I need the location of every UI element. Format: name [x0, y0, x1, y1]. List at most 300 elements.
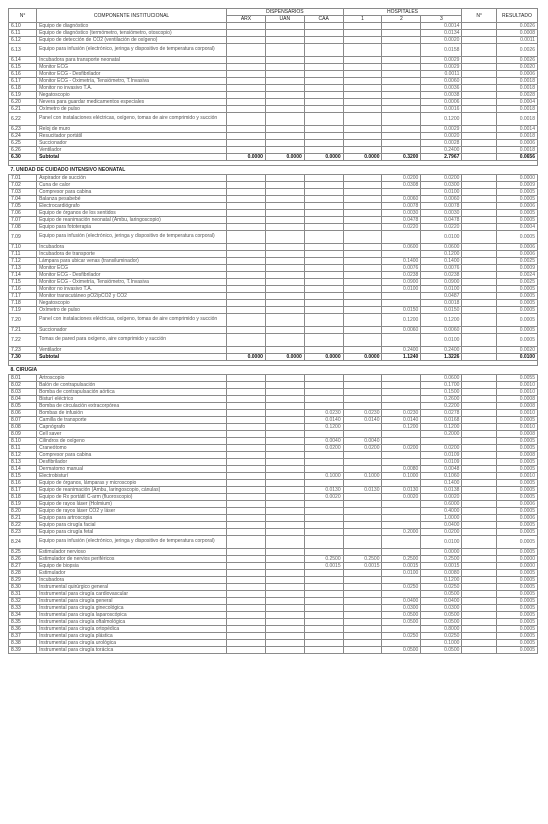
item-code: 8.23 [9, 529, 37, 536]
value-cell [462, 244, 497, 251]
item-description: Estimulador [37, 570, 227, 577]
item-code: 8.14 [9, 466, 37, 473]
value-cell [343, 92, 382, 99]
value-cell: 0.0100 [421, 231, 462, 244]
item-description: Monitor no invasivo T.A. [37, 286, 227, 293]
table-row [9, 549, 538, 556]
value-cell [343, 126, 382, 133]
value-cell [227, 633, 266, 640]
value-cell: 0.1000 [343, 473, 382, 480]
value-cell [304, 293, 343, 300]
value-cell [343, 619, 382, 626]
value-cell: 0.0000 [304, 154, 343, 161]
table-row [9, 417, 538, 424]
value-cell [462, 334, 497, 347]
item-description: Oxímetro de pulso [37, 307, 227, 314]
item-code: 7.20 [9, 314, 37, 327]
value-cell: 0.1000 [421, 640, 462, 647]
value-cell [227, 452, 266, 459]
value-cell: 0.2000 [421, 431, 462, 438]
result-cell: 0.0008 [496, 403, 537, 410]
value-cell [227, 647, 266, 654]
table-row [9, 175, 538, 182]
item-description: Equipo para infusión (electrónico, jeringa y dispositivo de temperatura corporal) [37, 231, 227, 244]
value-cell [462, 64, 497, 71]
item-description: Equipo de reanimación (Ambu, laringoscopio, cánulas) [37, 487, 227, 494]
value-cell [304, 459, 343, 466]
value-cell: 0.1200 [421, 251, 462, 258]
value-cell [304, 113, 343, 126]
result-cell: 0.0005 [496, 417, 537, 424]
value-cell [304, 396, 343, 403]
table-row [9, 584, 538, 591]
value-cell [304, 106, 343, 113]
value-cell: 0.1000 [382, 473, 421, 480]
value-cell: 0.1200 [421, 424, 462, 431]
value-cell [265, 327, 304, 334]
table-row [9, 133, 538, 140]
value-cell [304, 515, 343, 522]
item-description: Incubadora de transporte [37, 251, 227, 258]
value-cell [382, 501, 421, 508]
value-cell [227, 314, 266, 327]
item-description: Equipo para cirugía fetal [37, 529, 227, 536]
value-cell [227, 57, 266, 64]
result-cell: 0.0005 [496, 300, 537, 307]
value-cell [265, 508, 304, 515]
result-cell: 0.0010 [496, 473, 537, 480]
value-cell [462, 508, 497, 515]
value-cell: 0.2400 [421, 147, 462, 154]
value-cell [265, 410, 304, 417]
item-description: Equipo para infusión (electrónico, jeringa y dispositivo de temperatura corporal) [37, 44, 227, 57]
value-cell [343, 403, 382, 410]
item-code: 7.01 [9, 175, 37, 182]
result-cell: 0.0055 [496, 375, 537, 382]
value-cell: 0.0130 [382, 487, 421, 494]
result-cell: 0.0006 [496, 515, 537, 522]
item-code: 8.05 [9, 403, 37, 410]
table-row [9, 347, 538, 354]
value-cell: 0.0109 [421, 459, 462, 466]
value-cell [265, 501, 304, 508]
value-cell [265, 473, 304, 480]
value-cell [227, 244, 266, 251]
value-cell [227, 258, 266, 265]
table-row [9, 92, 538, 99]
value-cell [304, 375, 343, 382]
value-cell [462, 536, 497, 549]
item-description: Equipo de biopsia [37, 563, 227, 570]
result-cell: 0.0005 [496, 466, 537, 473]
value-cell [265, 633, 304, 640]
result-cell: 0.0005 [496, 480, 537, 487]
value-cell [265, 445, 304, 452]
item-description: Resucitador portátil [37, 133, 227, 140]
value-cell: 0.2500 [421, 556, 462, 563]
value-cell: 0.0500 [421, 619, 462, 626]
value-cell: 0.0020 [382, 494, 421, 501]
value-cell [304, 133, 343, 140]
value-cell: 0.0015 [304, 563, 343, 570]
value-cell [265, 279, 304, 286]
value-cell [265, 286, 304, 293]
item-code: 7.06 [9, 210, 37, 217]
table-row [9, 480, 538, 487]
table-row [9, 30, 538, 37]
value-cell [382, 375, 421, 382]
item-code: 8.16 [9, 480, 37, 487]
value-cell [265, 403, 304, 410]
value-cell [227, 265, 266, 272]
value-cell [265, 314, 304, 327]
value-cell [462, 217, 497, 224]
item-description: Bomba de contrapulsación aórtica [37, 389, 227, 396]
table-row [9, 23, 538, 30]
value-cell: 0.0487 [421, 293, 462, 300]
value-cell [462, 23, 497, 30]
value-cell [462, 605, 497, 612]
item-code: 7.10 [9, 244, 37, 251]
result-cell: 0.0005 [496, 647, 537, 654]
value-cell [462, 154, 497, 161]
value-cell [462, 563, 497, 570]
value-cell [304, 619, 343, 626]
table-row [9, 403, 538, 410]
value-cell [265, 640, 304, 647]
result-cell: 0.0005 [496, 487, 537, 494]
value-cell: 0.0016 [421, 106, 462, 113]
item-description: Artroscopio [37, 375, 227, 382]
table-row [9, 314, 538, 327]
value-cell: 0.1700 [421, 382, 462, 389]
item-code: 7.11 [9, 251, 37, 258]
value-cell: 0.1200 [304, 424, 343, 431]
item-description: Instrumental para cirugía torácica [37, 647, 227, 654]
item-code: 6.20 [9, 99, 37, 106]
item-description: Equipo de rayos láser (Holmium) [37, 501, 227, 508]
table-row [9, 522, 538, 529]
value-cell [462, 314, 497, 327]
item-description: Succionador [37, 140, 227, 147]
table-row [9, 375, 538, 382]
table-body [9, 23, 538, 654]
result-cell: 0.0018 [496, 78, 537, 85]
value-cell [462, 473, 497, 480]
value-cell [462, 57, 497, 64]
table-row [9, 577, 538, 584]
value-cell [343, 106, 382, 113]
result-cell: 0.0008 [496, 452, 537, 459]
value-cell [265, 182, 304, 189]
item-code: 6.17 [9, 78, 37, 85]
value-cell [343, 175, 382, 182]
value-cell [462, 300, 497, 307]
result-cell: 0.0005 [496, 612, 537, 619]
table-row [9, 466, 538, 473]
item-code: 6.25 [9, 140, 37, 147]
header-row-1 [9, 9, 538, 16]
value-cell [343, 64, 382, 71]
table-row [9, 570, 538, 577]
value-cell [227, 480, 266, 487]
item-description: Desfibrilador [37, 459, 227, 466]
value-cell [265, 584, 304, 591]
table-row [9, 113, 538, 126]
table-row [9, 501, 538, 508]
value-cell [227, 473, 266, 480]
value-cell [343, 529, 382, 536]
table-row [9, 57, 538, 64]
item-description: Equipo de diagnóstico [37, 23, 227, 30]
value-cell: 0.0020 [421, 133, 462, 140]
table-row [9, 37, 538, 44]
value-cell [462, 459, 497, 466]
table-row [9, 605, 538, 612]
result-cell: 0.0010 [496, 410, 537, 417]
value-cell: 0.0400 [382, 598, 421, 605]
value-cell [304, 71, 343, 78]
value-cell [227, 570, 266, 577]
result-cell: 0.0020 [496, 347, 537, 354]
col-uan-header: UAN [265, 16, 304, 23]
item-code: 7.15 [9, 279, 37, 286]
value-cell [462, 619, 497, 626]
value-cell [227, 293, 266, 300]
item-description: Aspirador de succión [37, 175, 227, 182]
value-cell: 0.0000 [343, 354, 382, 361]
value-cell [265, 424, 304, 431]
value-cell [382, 536, 421, 549]
value-cell [343, 85, 382, 92]
value-cell [304, 536, 343, 549]
item-description: Balón de contrapulsación [37, 382, 227, 389]
result-cell: 0.0008 [496, 396, 537, 403]
item-description: Camilla de transporte [37, 417, 227, 424]
result-cell: 0.0005 [496, 314, 537, 327]
value-cell [227, 231, 266, 244]
value-cell [265, 452, 304, 459]
value-cell [343, 382, 382, 389]
result-cell: 0.0006 [496, 251, 537, 258]
value-cell [343, 480, 382, 487]
value-cell [304, 522, 343, 529]
value-cell [227, 106, 266, 113]
value-cell [265, 140, 304, 147]
value-cell [462, 203, 497, 210]
item-description: Compresor para cabina [37, 189, 227, 196]
value-cell: 0.0140 [343, 417, 382, 424]
result-cell: 0.0005 [496, 570, 537, 577]
value-cell: 0.0040 [343, 438, 382, 445]
value-cell [382, 480, 421, 487]
value-cell: 0.0078 [421, 203, 462, 210]
value-cell: 0.0200 [382, 445, 421, 452]
value-cell [462, 347, 497, 354]
value-cell [227, 487, 266, 494]
value-cell [227, 382, 266, 389]
item-code: 8.12 [9, 452, 37, 459]
value-cell [265, 612, 304, 619]
value-cell: 0.2500 [343, 556, 382, 563]
value-cell [304, 258, 343, 265]
result-cell: 0.0005 [496, 445, 537, 452]
value-cell [227, 327, 266, 334]
value-cell: 0.0080 [382, 466, 421, 473]
table-row [9, 459, 538, 466]
col-hospitales-header: HOSPITALES [343, 9, 462, 16]
value-cell: 0.2400 [382, 347, 421, 354]
value-cell: 0.0000 [227, 154, 266, 161]
result-cell: 0.0005 [496, 522, 537, 529]
result-cell: 0.0006 [496, 71, 537, 78]
item-code: 6.16 [9, 71, 37, 78]
value-cell [227, 224, 266, 231]
value-cell [265, 251, 304, 258]
value-cell: 0.1200 [421, 113, 462, 126]
item-code: 8.32 [9, 598, 37, 605]
value-cell [382, 30, 421, 37]
value-cell [462, 175, 497, 182]
value-cell [304, 452, 343, 459]
value-cell [304, 272, 343, 279]
item-description: Nevera para guardar medicamentos especiales [37, 99, 227, 106]
value-cell [382, 293, 421, 300]
value-cell [343, 577, 382, 584]
value-cell [343, 300, 382, 307]
result-cell: 0.0018 [496, 113, 537, 126]
table-row [9, 85, 538, 92]
item-description: Equipo de órganos de los sentidos [37, 210, 227, 217]
value-cell: 0.0238 [421, 272, 462, 279]
value-cell [462, 272, 497, 279]
value-cell [343, 133, 382, 140]
item-code: 8.33 [9, 605, 37, 612]
table-row [9, 203, 538, 210]
result-cell: 0.0005 [496, 307, 537, 314]
value-cell [304, 307, 343, 314]
value-cell [462, 265, 497, 272]
table-row [9, 44, 538, 57]
value-cell [343, 584, 382, 591]
result-cell: 0.0005 [496, 217, 537, 224]
value-cell: 0.0230 [382, 410, 421, 417]
item-code: 6.23 [9, 126, 37, 133]
value-cell: 0.0038 [421, 92, 462, 99]
item-code: 6.13 [9, 44, 37, 57]
value-cell [304, 640, 343, 647]
table-row [9, 189, 538, 196]
value-cell [343, 210, 382, 217]
value-cell: 0.1500 [421, 389, 462, 396]
item-code: 8.20 [9, 508, 37, 515]
value-cell [462, 189, 497, 196]
table-row [9, 431, 538, 438]
item-code: 7.18 [9, 300, 37, 307]
value-cell [227, 71, 266, 78]
value-cell [304, 126, 343, 133]
table-row [9, 508, 538, 515]
value-cell [343, 327, 382, 334]
value-cell [265, 466, 304, 473]
col-num-header: N° [9, 9, 37, 23]
value-cell [462, 591, 497, 598]
value-cell [265, 647, 304, 654]
value-cell [265, 293, 304, 300]
value-cell [462, 92, 497, 99]
value-cell [462, 417, 497, 424]
value-cell [382, 85, 421, 92]
item-code: 7.05 [9, 203, 37, 210]
table-row [9, 99, 538, 106]
result-cell: 0.0005 [496, 640, 537, 647]
result-cell: 0.0018 [496, 147, 537, 154]
value-cell [265, 605, 304, 612]
value-cell: 0.1200 [382, 424, 421, 431]
item-code: 8.03 [9, 389, 37, 396]
item-code: 7.14 [9, 272, 37, 279]
item-code: 8.04 [9, 396, 37, 403]
value-cell: 0.0500 [382, 647, 421, 654]
result-cell: 0.0005 [496, 286, 537, 293]
value-cell [462, 570, 497, 577]
value-cell [227, 307, 266, 314]
value-cell [304, 431, 343, 438]
value-cell [304, 382, 343, 389]
result-cell: 0.0005 [496, 459, 537, 466]
value-cell [265, 480, 304, 487]
table-row [9, 244, 538, 251]
value-cell [265, 382, 304, 389]
value-cell [343, 113, 382, 126]
item-description: Subtotal [37, 154, 227, 161]
value-cell [462, 30, 497, 37]
value-cell [343, 640, 382, 647]
value-cell [227, 536, 266, 549]
item-description: Cuna de calor [37, 182, 227, 189]
value-cell [462, 647, 497, 654]
equipment-table [8, 8, 538, 654]
value-cell [227, 612, 266, 619]
value-cell [462, 99, 497, 106]
item-description: Bomba de circulación extracorpórea [37, 403, 227, 410]
item-description: Equipo para cirugía facial [37, 522, 227, 529]
table-row [9, 494, 538, 501]
value-cell [227, 99, 266, 106]
value-cell [227, 501, 266, 508]
value-cell [343, 494, 382, 501]
value-cell [343, 307, 382, 314]
value-cell [462, 231, 497, 244]
value-cell [265, 44, 304, 57]
value-cell [462, 487, 497, 494]
result-cell: 0.0010 [496, 424, 537, 431]
result-cell: 0.0000 [496, 563, 537, 570]
value-cell: 0.0400 [421, 522, 462, 529]
value-cell: 0.0230 [343, 410, 382, 417]
result-cell: 0.0005 [496, 189, 537, 196]
value-cell [382, 522, 421, 529]
value-cell [227, 459, 266, 466]
value-cell [265, 78, 304, 85]
value-cell [462, 293, 497, 300]
item-code: 7.07 [9, 217, 37, 224]
value-cell [462, 389, 497, 396]
value-cell: 0.0200 [304, 445, 343, 452]
value-cell [462, 438, 497, 445]
value-cell [343, 189, 382, 196]
result-cell: 0.0026 [496, 23, 537, 30]
